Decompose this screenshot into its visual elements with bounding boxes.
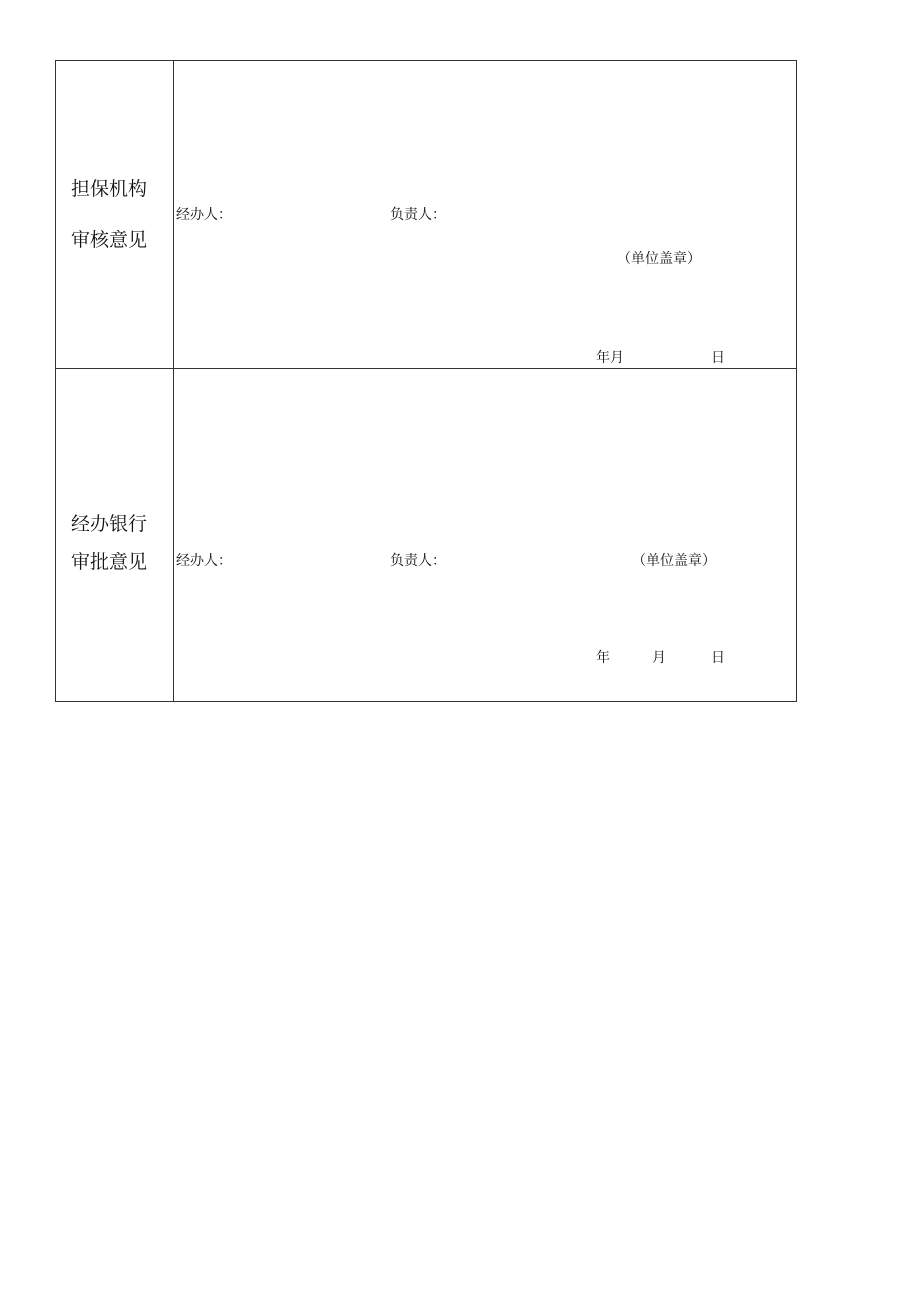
bank-approval-label-line-2: 审批意见 bbox=[71, 551, 148, 573]
bank-approval-content-cell[interactable] bbox=[174, 369, 796, 701]
unit-seal-label: （单位盖章） bbox=[632, 553, 716, 569]
guarantor-review-content-cell[interactable] bbox=[174, 61, 796, 368]
bank-approval-label-line-1: 经办银行 bbox=[71, 513, 148, 535]
date-month-label: 月 bbox=[652, 650, 666, 666]
responsible-person-label: 负责人： bbox=[390, 207, 446, 223]
date-year-month-label: 年月 bbox=[596, 350, 624, 366]
guarantor-review-section bbox=[56, 61, 796, 369]
unit-seal-label: （单位盖章） bbox=[617, 251, 701, 267]
bank-approval-section bbox=[56, 369, 796, 701]
guarantor-review-label-line-1: 担保机构 bbox=[71, 178, 148, 200]
date-year-label: 年 bbox=[596, 650, 610, 666]
guarantor-review-label-cell bbox=[56, 61, 174, 368]
bank-approval-label-cell bbox=[56, 369, 174, 701]
date-day-label: 日 bbox=[711, 650, 725, 666]
handler-label: 经办人： bbox=[176, 207, 232, 223]
approval-form-table bbox=[55, 60, 797, 702]
guarantor-review-label-line-2: 审核意见 bbox=[71, 229, 148, 251]
handler-label: 经办人： bbox=[176, 553, 232, 569]
responsible-person-label: 负责人： bbox=[390, 553, 446, 569]
date-day-label: 日 bbox=[711, 350, 725, 366]
